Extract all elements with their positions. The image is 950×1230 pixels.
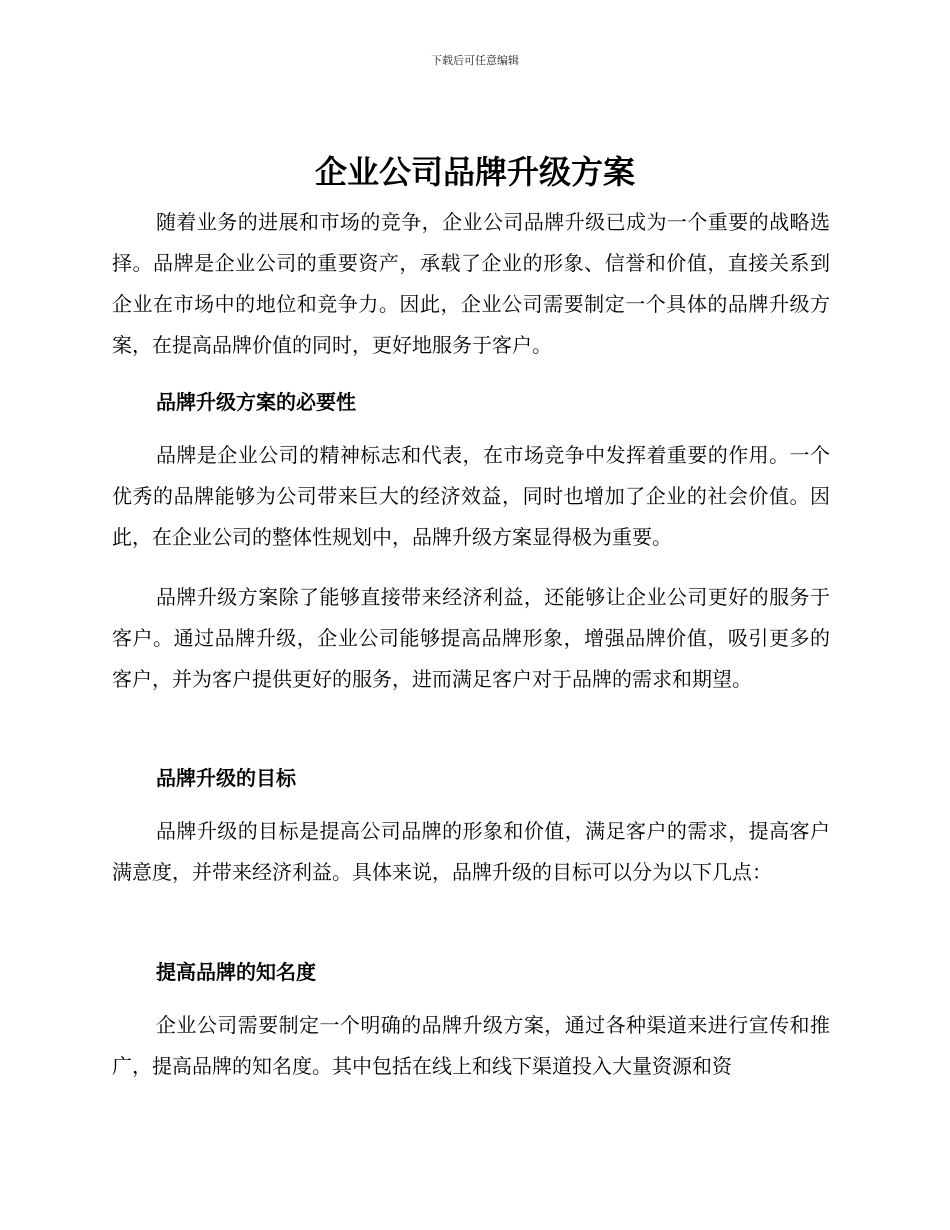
paragraph-awareness-1: 企业公司需要制定一个明确的品牌升级方案，通过各种渠道来进行宣传和推广，提高品牌的知名度。其中包括在线上和线下渠道投入大量资源和资 [112,1013,830,1078]
document-title: 企业公司品牌升级方案 [314,153,635,191]
paragraph-necessity-2: 品牌升级方案除了能够直接带来经济利益，还能够让企业公司更好的服务于客户。通过品牌升级，企业公司能够提高品牌形象，增强品牌价值，吸引更多的客户，并为客户提供更好的服务，进而满足客户对于品牌的需求和期望。 [112,585,830,691]
section-heading-goals: 品牌升级的目标 [156,766,296,790]
paragraph-necessity-1: 品牌是企业公司的精神标志和代表，在市场竞争中发挥着重要的作用。一个优秀的品牌能够为公司带来巨大的经济效益，同时也增加了企业的社会价值。因此，在企业公司的整体性规划中，品牌升级方案显得极为重要。 [112,443,830,549]
intro-paragraph: 随着业务的进展和市场的竞争，企业公司品牌升级已成为一个重要的战略选择。品牌是企业公司的重要资产，承载了企业的形象、信誉和价值，直接关系到企业在市场中的地位和竞争力。因此，企业公司需要制定一个具体的品牌升级方案，在提高品牌价值的同时，更好地服务于客户。 [112,210,830,357]
section-heading-awareness: 提高品牌的知名度 [156,960,316,984]
page-header-note: 下载后可任意编辑 [431,54,519,67]
paragraph-goals-1: 品牌升级的目标是提高公司品牌的形象和价值，满足客户的需求，提高客户满意度，并带来经济利益。具体来说，品牌升级的目标可以分为以下几点： [112,819,830,884]
section-heading-necessity: 品牌升级方案的必要性 [156,390,356,414]
